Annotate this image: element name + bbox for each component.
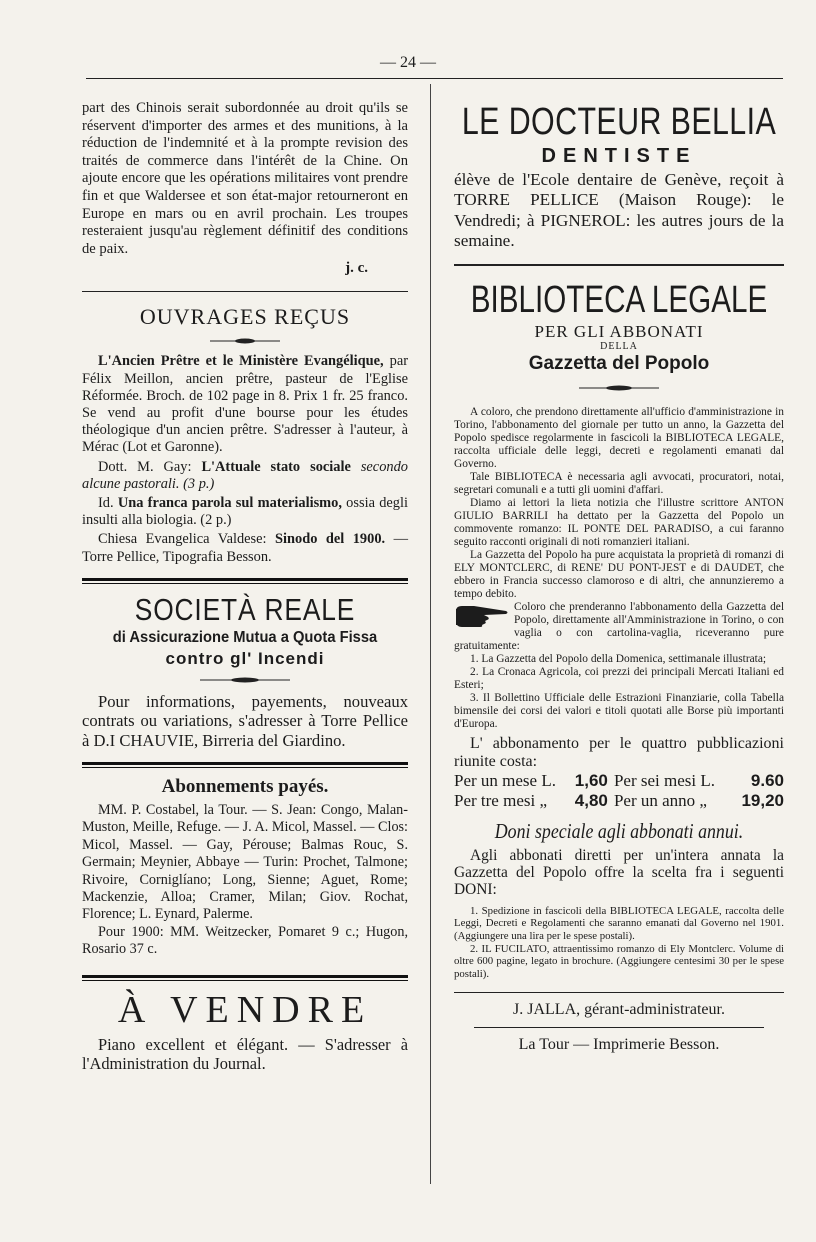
biblioteca-list-item: 3. Il Bollettino Ufficiale delle Estrazioni Finanziarie, colla Tabella bimensile dei corsi dei valori e titoli quotati alle Borse più importanti d'Europa. <box>454 691 784 730</box>
column-divider <box>430 84 431 1184</box>
biblioteca-legale-ad <box>454 278 784 1055</box>
biblioteca-paragraph: Coloro che prenderanno l'abbonamento della Gazzetta del Popolo, direttamente all'Amministrazione in Torino, o con vaglia o con cartolina-vaglia, riceveranno pure gratuitamente: <box>454 600 784 652</box>
thick-rule <box>82 762 408 765</box>
vendre-title: À VENDRE <box>117 988 373 1031</box>
abonnements-section <box>82 776 408 959</box>
biblioteca-paragraph: Diamo ai lettori la lieta notizia che l'illustre scrittore ANTON GIULIO BARRILI ha dettato per la Gazzetta del Popolo un commovente romanzo: IL PONTE DEL PARADISO, a cui faranno seguito racconti originali di noti romanzieri italiani. <box>454 496 784 548</box>
bellia-ad <box>454 100 784 252</box>
price-table <box>454 771 784 811</box>
divider <box>82 291 408 292</box>
biblioteca-list-item: 2. La Cronaca Agricola, coi prezzi dei principali Mercati Italiani ed Esteri; <box>454 665 784 691</box>
page-number: — 24 — <box>380 54 436 71</box>
biblioteca-list-item: 1. La Gazzetta del Popolo della Domenica, settimanale illustrata; <box>470 652 767 665</box>
top-rule <box>86 78 783 79</box>
ornament-divider-icon <box>82 334 408 349</box>
ouvrage-item: Dott. M. Gay: L'Attuale stato sociale secondo alcune pastorali. (3 p.) <box>82 458 408 492</box>
biblioteca-line2: DELLA <box>600 340 638 352</box>
price-row: Per tre mesi „ 4,80 Per un anno „ 19,20 <box>454 790 784 810</box>
thin-rule <box>82 767 408 768</box>
doni-text: Agli abbonati diretti per un'intera annata la Gazzetta del Popolo offre la scelta fra i seguenti DONI: <box>454 846 784 899</box>
biblioteca-line3: Gazzetta del Popolo <box>528 352 710 374</box>
doni-list-item: 2. IL FUCILATO, attraentissimo romanzo di Ely Montclerc. Volume di oltre 600 pagine, legato in brochure. (Aggiungere centesimi 30 per le spese postali). <box>454 942 784 980</box>
abonnements-text: MM. P. Costabel, la Tour. — S. Jean: Congo, Malan-Muston, Meille, Refuge. — J. A. Micol, Massel. — Clos: Micol, Massel. — Gay, Pérouse; Balmas Rouc, S. Germain; Meynier, Abbaye — Turin: Prochet, Talmone; Rivoire, Corniglíano; Long, Sienne; Aguet, Rome; Mackenzie, Alloa; Cramer, Milan; Giov. Rochat, Florence; L. Eynard, Palerme. <box>82 802 408 923</box>
thin-rule <box>82 980 408 981</box>
ouvrage-item: Id. Una franca parola sul materialismo, ossia degli insulti alla biologia. (2 p.) <box>82 494 408 529</box>
biblioteca-body <box>454 406 784 731</box>
biblioteca-paragraph: A coloro, che prendono direttamente all'ufficio d'amministrazione in Torino, l'abbonamento del giornale per tutto un anno, la Gazzetta del Popolo spedisce regolarmente in fascicoli la BIBLIOTECA LEGALE, raccolta ufficiale delle leggi, decreti e regolamenti emanati dal Governo. <box>454 405 784 470</box>
bellia-text: élève de l'Ecole dentaire de Genève, reçoit à TORRE PELLICE (Maison Rouge): le Vendredi; à PIGNEROL: les autres jours de la semaine. <box>454 170 784 251</box>
biblioteca-title: BIBLIOTECA LEGALE <box>470 278 768 321</box>
gerant-line: J. JALLA, gérant-administrateur. <box>513 1001 725 1019</box>
societa-reale-ad <box>82 592 408 750</box>
bellia-subtitle: DENTISTE <box>541 145 697 167</box>
ornament-divider-icon <box>82 673 408 688</box>
bellia-title: LE DOCTEUR BELLIA <box>461 101 777 143</box>
divider <box>454 992 784 993</box>
ouvrage-item: L'Ancien Prêtre et le Ministère Evangélique, par Félix Meillon, ancien prêtre, pasteur de l'Eglise Réformée. Broch. de 102 page in 8. Prix 1 fr. 25 franco. Se vend au profit d'une bourse pour les études théologique d'un ancien prêtre. S'adresser à l'auteur, à Mérac (Lot et Garonne). <box>82 353 408 456</box>
ornament-divider-icon <box>454 381 784 396</box>
doni-list <box>454 905 784 981</box>
right-column <box>454 100 784 1054</box>
societa-subtitle-2: contro gl' Incendi <box>165 648 325 668</box>
societa-title: SOCIETÀ REALE <box>134 591 356 627</box>
cost-line: L' abbonamento per le quattro pubblicazioni riunite costa: <box>454 734 784 770</box>
ouvrages-title: OUVRAGES REÇUS <box>139 304 351 330</box>
societa-text: Pour informations, payements, nouveaux contrats ou variations, s'adresser à Torre Pellice à D.I CHAUVIE, Birreria del Giardino. <box>82 691 408 750</box>
divider <box>454 264 784 266</box>
biblioteca-paragraph: La Gazzetta del Popolo ha pure acquistata la proprietà di romanzi di ELY MONTCLERC, di RENE' DU PONT-JEST e di DAUDET, che ebbero in Francia successo clamoroso e di altri, che annunzieremo a tempo debito. <box>454 548 784 600</box>
doni-list-item: 1. Spedizione in fascicoli della BIBLIOTECA LEGALE, raccolta delle Leggi, Decreti e Regolamenti che saranno emanati dal Governo nel 1901. (Aggiungere una lira per le spese postali). <box>454 904 784 943</box>
abonnements-text-2: Pour 1900: MM. Weitzecker, Pomaret 9 c.; Hugon, Rosario 37 c. <box>82 923 408 958</box>
vendre-text: Piano excellent et élégant. — S'adresser à l'Administration du Journal. <box>82 1034 408 1073</box>
divider <box>474 1027 764 1028</box>
abonnements-title: Abonnements payés. <box>161 776 329 797</box>
thin-rule <box>82 583 408 584</box>
doni-title: Doni speciale agli abbonati annui. <box>494 818 744 843</box>
news-signature: j. c. <box>345 260 368 277</box>
left-column <box>82 100 408 1073</box>
ouvrage-item: Chiesa Evangelica Valdese: Sinodo del 1900. — Torre Pellice, Tipografia Besson. <box>82 531 408 565</box>
vendre-ad <box>82 989 408 1073</box>
biblioteca-line1: PER GLI ABBONATI <box>534 321 704 341</box>
imprimerie-line: La Tour — Imprimerie Besson. <box>518 1036 720 1054</box>
thick-rule <box>82 578 408 581</box>
news-article-text: part des Chinois serait subordonnée au droit qu'ils se réservent d'importer des armes et des munitions, à la réduction de l'indemnité et à la prompte revision des traités de commerce dans l'intérêt de la Chine. On ajoute encore que les opérations militaires vont prendre fin et que Waldersee et son état-major retourneront en Europe en mars ou en avril prochain. Les troupes resteraient jusqu'au règlement définitif des conditions de paix. <box>82 100 408 257</box>
thick-rule <box>82 975 408 978</box>
pointing-hand-icon <box>454 603 510 629</box>
ouvrages-section <box>82 304 408 565</box>
price-row: Per un mese L. 1,60 Per sei mesi L. 9.60 <box>454 770 784 790</box>
biblioteca-paragraph: Tale BIBLIOTECA è necessaria agli avvocati, procuratori, notai, segretari comunali e a tutti gli uomini d'affari. <box>454 470 784 496</box>
societa-subtitle: di Assicurazione Mutua a Quota Fissa <box>112 628 378 646</box>
